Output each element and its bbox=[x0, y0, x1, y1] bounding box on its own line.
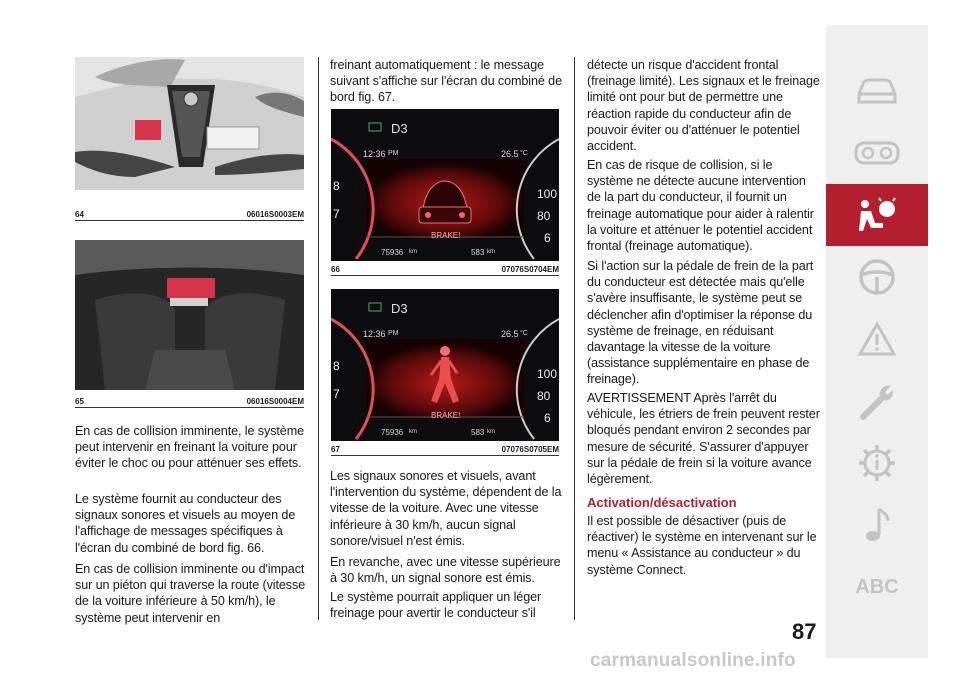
paragraph: En cas de collision imminente ou d'impact sur un piéton qui traverse la route (vitesse de la voiture inférieure à 50 km/h), le système peut intervenir en bbox=[75, 562, 306, 625]
odometer-unit: km bbox=[409, 249, 417, 255]
paragraph: En revanche, avec une vitesse supérieure à 30 km/h, un signal sonore est émis. bbox=[330, 555, 561, 586]
warning-paragraph: AVERTISSEMENT Après l'arrêt du véhicule, les étriers de frein peuvent rester bloqués pendant environ 2 secondes par mesure de sécurité. S'assurer d'appuyer sur la pédale de frein si la voiture avance légèrement. bbox=[587, 391, 820, 487]
speed-tick: 100 bbox=[537, 187, 558, 201]
trip-distance: 583 bbox=[471, 248, 485, 257]
dashboard-gauges-icon bbox=[853, 138, 901, 168]
speed-tick: 6 bbox=[544, 231, 551, 245]
figure-66-instrument-cluster-car bbox=[331, 109, 559, 261]
figure-code: 07076S0704EM bbox=[501, 265, 559, 274]
tach-tick: 8 bbox=[333, 359, 340, 373]
paragraph: Les signaux sonores et visuels, avant l'intervention du système, dépendent de la vitesse de la voiture. Avec une vitesse inférieure à 30 km/h, aucun signal sonore/visuel n'est émis. bbox=[330, 469, 562, 548]
tach-tick: 8 bbox=[333, 179, 340, 193]
clock-suffix: PM bbox=[388, 150, 399, 157]
figure-67-caption bbox=[331, 445, 559, 454]
figure-65-caption bbox=[75, 397, 304, 406]
column-divider bbox=[574, 57, 575, 620]
figure-code: 06016S0004EM bbox=[246, 397, 304, 406]
chapter-sidebar bbox=[826, 25, 928, 658]
odometer: 75936 bbox=[381, 428, 404, 437]
trip-unit: km bbox=[487, 429, 495, 435]
brake-alert: BRAKE! bbox=[431, 231, 461, 240]
caption-rule bbox=[331, 455, 559, 456]
odometer: 75936 bbox=[381, 248, 404, 257]
paragraph: Si l'action sur la pédale de frein de la part du conducteur est détectée mais qu'elle s'avère insuffisante, le système peut se déclencher afin d'optimiser la réponse du système de freinage, en réduisant davantage la vitesse de la voiture (assistance supplémentaire en phase de freinage). bbox=[587, 259, 814, 387]
odometer-unit: km bbox=[409, 429, 417, 435]
gear-indicator: D3 bbox=[391, 121, 408, 136]
section-heading: Activation/désactivation bbox=[587, 495, 737, 510]
clock-suffix: PM bbox=[388, 330, 399, 337]
figure-64-front-bumper-sensor bbox=[75, 57, 304, 190]
paragraph: Le système pourrait appliquer un léger freinage pour avertir le conducteur s'il bbox=[330, 590, 542, 621]
speed-tick: 80 bbox=[537, 389, 551, 403]
sidebar-item-instruments[interactable] bbox=[826, 122, 928, 184]
speed-tick: 100 bbox=[537, 367, 558, 381]
caption-rule bbox=[75, 220, 304, 221]
footer-watermark: carmanualsonline.info bbox=[590, 650, 796, 671]
figure-65-windshield-camera bbox=[75, 240, 304, 390]
paragraph: Il est possible de désactiver (puis de réactiver) le système en intervenant sur le menu « Assistance au conducteur » du système Connect. bbox=[587, 514, 817, 577]
sidebar-item-driving[interactable] bbox=[826, 246, 928, 308]
sidebar-item-vehicle[interactable] bbox=[826, 60, 928, 122]
sidebar-item-maintenance[interactable] bbox=[826, 370, 928, 432]
sidebar-item-technical-data[interactable] bbox=[826, 432, 928, 494]
music-note-icon bbox=[862, 505, 892, 545]
paragraph: En cas de risque de collision, si le système ne détecte aucune intervention de la part du conducteur, il fournit un freinage automatique pour aider à ralentir la voiture et atténuer le potentiel accident frontal (freinage automatique). bbox=[587, 158, 814, 254]
page-number: 87 bbox=[792, 619, 817, 644]
trip-distance: 583 bbox=[471, 428, 485, 437]
sidebar-item-multimedia[interactable] bbox=[826, 494, 928, 556]
temperature-unit: °C bbox=[520, 150, 528, 157]
figure-code: 06016S0003EM bbox=[246, 210, 304, 219]
brake-alert: BRAKE! bbox=[431, 411, 461, 420]
paragraph: En cas de collision imminente, le système peut intervenir en freinant la voiture pour éviter le choc ou pour atténuer ses effets. bbox=[75, 424, 304, 471]
figure-number: 64 bbox=[75, 210, 84, 219]
trip-unit: km bbox=[487, 249, 495, 255]
car-icon bbox=[855, 76, 899, 106]
figure-code: 07076S0705EM bbox=[501, 445, 559, 454]
figure-64-caption bbox=[75, 210, 304, 219]
clock-time: 12:36 bbox=[363, 329, 386, 339]
tach-tick: 7 bbox=[333, 387, 340, 401]
figure-66-caption bbox=[331, 265, 559, 274]
figure-number: 66 bbox=[331, 265, 340, 274]
paragraph: freinant automatiquement : le message suivant s'affiche sur l'écran du combiné de bord fig. 67. bbox=[330, 58, 562, 105]
gear-indicator: D3 bbox=[391, 301, 408, 316]
settings-info-icon bbox=[857, 443, 897, 483]
caption-rule bbox=[75, 407, 304, 408]
temperature-unit: °C bbox=[520, 330, 528, 337]
abc-index-icon: ABC bbox=[855, 575, 899, 598]
temperature: 26.5 bbox=[501, 329, 519, 339]
caption-rule bbox=[331, 275, 559, 276]
sidebar-item-index[interactable] bbox=[826, 556, 928, 618]
column-divider bbox=[318, 57, 319, 620]
tach-tick: 7 bbox=[333, 207, 340, 221]
temperature: 26.5 bbox=[501, 149, 519, 159]
speed-tick: 6 bbox=[544, 411, 551, 425]
speed-tick: 80 bbox=[537, 209, 551, 223]
airbag-safety-icon bbox=[855, 197, 899, 233]
figure-67-instrument-cluster-pedestrian bbox=[331, 289, 559, 441]
sidebar-item-emergency[interactable] bbox=[826, 308, 928, 370]
car-front-illustration bbox=[75, 57, 304, 190]
wrench-icon bbox=[857, 381, 897, 421]
paragraph: Le système fournit au conducteur des signaux sonores et visuels au moyen de l'affichage de messages spécifiques à l'écran du combiné de bord fig. 66. bbox=[75, 492, 296, 555]
windshield-camera-illustration bbox=[75, 240, 304, 390]
figure-number: 65 bbox=[75, 397, 84, 406]
clock-time: 12:36 bbox=[363, 149, 386, 159]
warning-triangle-icon bbox=[857, 321, 897, 357]
paragraph: détecte un risque d'accident frontal (freinage limité). Les signaux et le freinage limité ont pour but de permettre une réaction rapide du conducteur afin de pouvoir éviter ou d'atténuer le potentiel accident. bbox=[587, 58, 820, 154]
figure-number: 67 bbox=[331, 445, 340, 454]
sidebar-item-safety[interactable] bbox=[826, 184, 928, 246]
steering-wheel-icon bbox=[857, 257, 897, 297]
